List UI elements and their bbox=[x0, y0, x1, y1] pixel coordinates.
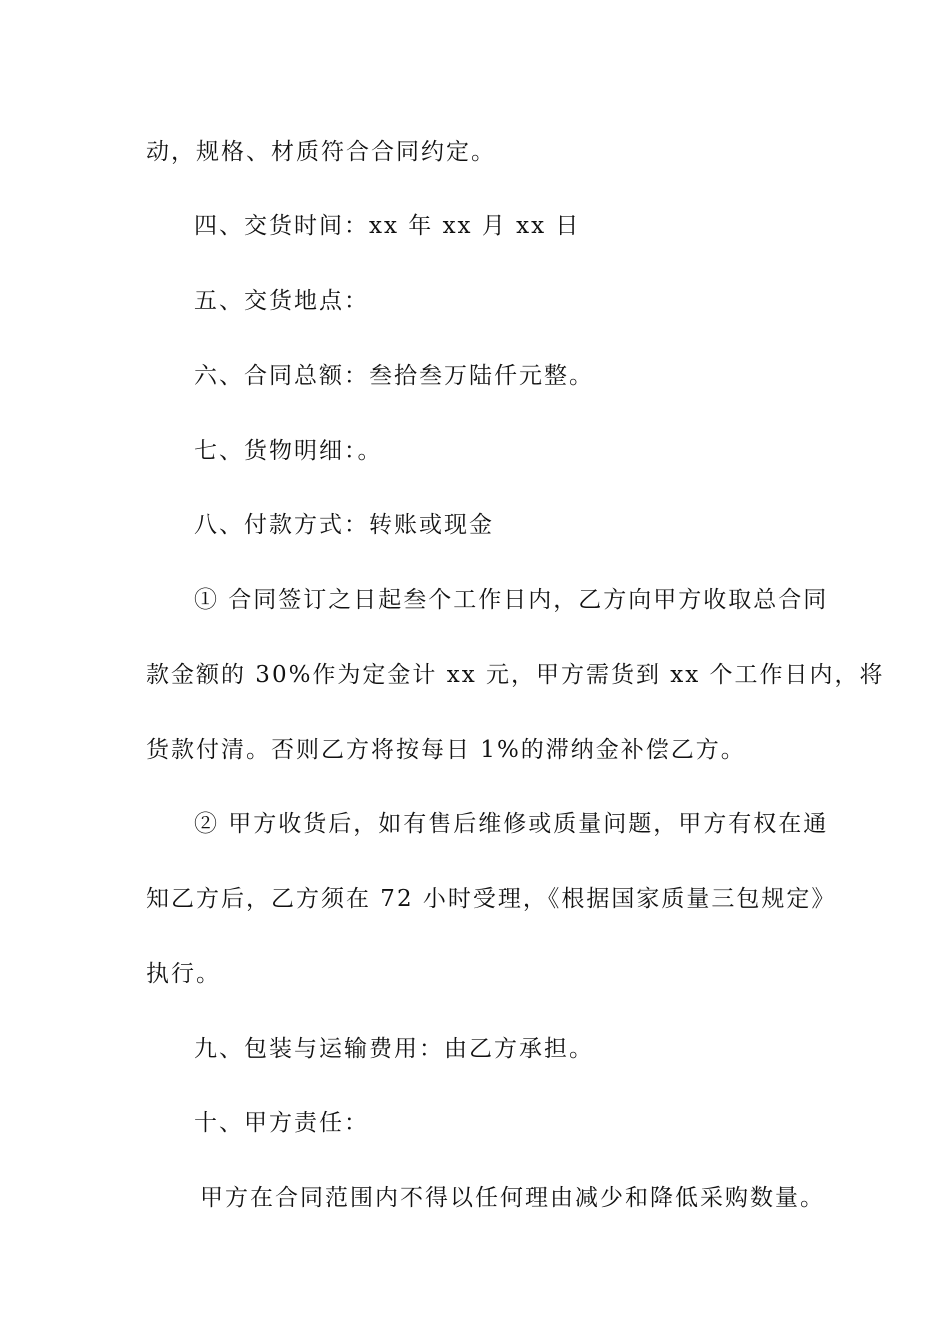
clause-delivery-time: 四、交货时间：xx 年 xx 月 xx 日 bbox=[194, 213, 581, 239]
clause-goods-details: 七、货物明细：。 bbox=[194, 438, 383, 464]
payment-item-2-line-2: 知乙方后，乙方须在 72 小时受理，《根据国家质量三包规定》 bbox=[146, 886, 837, 912]
payment-item-1-line-1: ① 合同签订之日起叁个工作日内，乙方向甲方收取总合同 bbox=[194, 587, 829, 613]
clause-contract-total: 六、合同总额：叁拾叁万陆仟元整。 bbox=[194, 363, 594, 389]
party-a-responsibility-text: 甲方在合同范围内不得以任何理由减少和降低采购数量。 bbox=[200, 1185, 825, 1211]
clause-delivery-location: 五、交货地点： bbox=[194, 288, 369, 314]
clause-packaging-transport: 九、包装与运输费用：由乙方承担。 bbox=[194, 1036, 594, 1062]
payment-item-2-line-1: ② 甲方收货后，如有售后维修或质量问题，甲方有权在通 bbox=[194, 811, 829, 837]
clause-payment-method: 八、付款方式：转账或现金 bbox=[194, 512, 494, 538]
text-line-continuation: 动，规格、材质符合合同约定。 bbox=[146, 139, 496, 165]
payment-item-1-line-3: 货款付清。否则乙方将按每日 1%的滞纳金补偿乙方。 bbox=[146, 737, 746, 763]
payment-item-1-line-2: 款金额的 30%作为定金计 xx 元，甲方需货到 xx 个工作日内，将 bbox=[146, 662, 885, 688]
clause-party-a-responsibility: 十、甲方责任： bbox=[194, 1110, 369, 1136]
payment-item-2-line-3: 执行。 bbox=[146, 961, 221, 987]
